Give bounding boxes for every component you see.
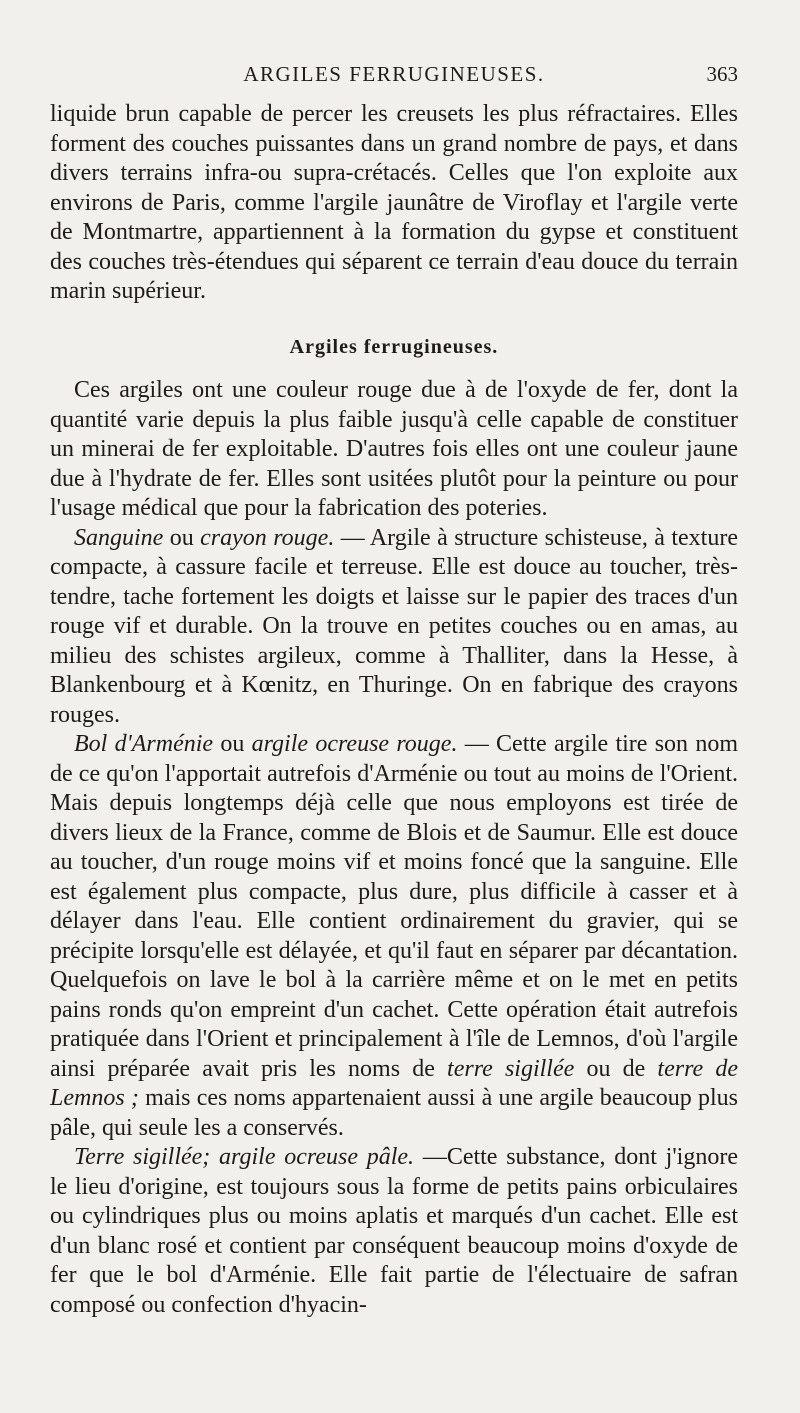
section-heading: Argiles ferrugineuses. bbox=[289, 335, 499, 358]
term-terre-sigillee: terre sigillée bbox=[447, 1055, 575, 1082]
term-crayon-rouge: crayon rouge. bbox=[200, 524, 335, 551]
intro-paragraph: liquide brun capable de percer les creusets les plus réfractaires. Elles forment des couches puissantes dans un grand nombre de pays, et dans divers terrains infra-ou supra-crétacés. Celles que l'on exploite aux environs de Paris, comme l'argile jaunâtre de Viroflay et l'argile verte de Montmartre, appartiennent à la formation du gypse et constituent des couches très-étendues qui séparent ce terrain d'eau douce du terrain marin supérieur. bbox=[50, 101, 738, 304]
term-sanguine: Sanguine bbox=[74, 524, 164, 551]
term-bol-armenie: Bol d'Arménie bbox=[74, 731, 214, 757]
term-argile-ocreuse-rouge: argile ocreuse rouge. bbox=[251, 731, 458, 757]
paragraph-text: — Argile à structure schisteuse, à texture compacte, à cassure facile et terreuse. Elle est douce au toucher, très-tendre, tache fortement les doigts et laisse sur le papier des traces d'un rouge vif et durable. On la trouve en petites couches ou en amas, au milieu des schistes argileux, comme à Thalliter, dans la Hesse, à Blankenbourg et à Kœnitz, en Thuringe. On en fabrique des crayons rouges. bbox=[50, 524, 738, 728]
paragraph-text: ou de bbox=[574, 1055, 658, 1082]
running-head bbox=[50, 62, 738, 92]
term-terre-sigillee-argile-pale: Terre sigillée; argile ocreuse pâle. bbox=[74, 1144, 415, 1170]
paragraph-argiles-ferrugineuses: Ces argiles ont une couleur rouge due à de l'oxyde de fer, dont la quantité varie depuis la plus faible jusqu'à celle capable de constituer un minerai de fer exploitable. D'autres fois elles ont une couleur jaune due à l'hydrate de fer. Elles sont usitées plutôt pour la peinture ou pour l'usage médical que pour la fabrication des poteries. bbox=[50, 377, 738, 521]
conjunction: ou bbox=[163, 524, 201, 551]
paragraph-text: —Cette substance, dont j'ignore le lieu d'origine, est toujours sous la forme de petits pains orbiculaires ou cylindriques plus ou moins aplatis et marqués d'un cachet. Elle est d'un blanc rosé et contient par conséquent beaucoup moins d'oxyde de fer que le bol d'Arménie. Elle fait partie de l'électuaire de safran composé ou confection d'hyacin- bbox=[50, 1144, 738, 1318]
paragraph-text: — Cette argile tire son nom de ce qu'on l'apportait autrefois d'Arménie ou tout au moins de l'Orient. Mais depuis longtemps déjà celle que nous employons est tirée de divers lieux de la France, comme de Blois et de Saumur. Elle est douce au toucher, d'un rouge moins vif et moins foncé que la sanguine. Elle est également plus compacte, plus dure, plus difficile à casser et à délayer dans l'eau. Elle contient ordinairement du gravier, qui se précipite lorsqu'elle est délayée, et qu'il faut en séparer par décantation. Quelquefois on lave le bol à la carrière même et on le met en petits pains ronds qu'on empreint d'un cachet. Cette opération était autrefois pratiquée dans l'Orient et principalement à l'île de Lemnos, d'où l'argile ainsi préparée avait pris les noms de bbox=[50, 731, 738, 1082]
paragraph-text: mais ces noms appartenaient aussi à une argile beaucoup plus pâle, qui seule les a conservés. bbox=[50, 1085, 738, 1141]
body-text bbox=[50, 100, 738, 1320]
page-number: 363 bbox=[706, 62, 738, 86]
paragraph-bol-armenie bbox=[50, 730, 738, 1143]
paragraph-sanguine bbox=[50, 524, 738, 731]
running-title: ARGILES FERRUGINEUSES. bbox=[243, 62, 545, 86]
paragraph-terre-sigillee bbox=[50, 1143, 738, 1320]
conjunction: ou bbox=[213, 731, 252, 757]
term-terre-de-lemnos: terre de Lemnos ; bbox=[50, 1055, 738, 1111]
